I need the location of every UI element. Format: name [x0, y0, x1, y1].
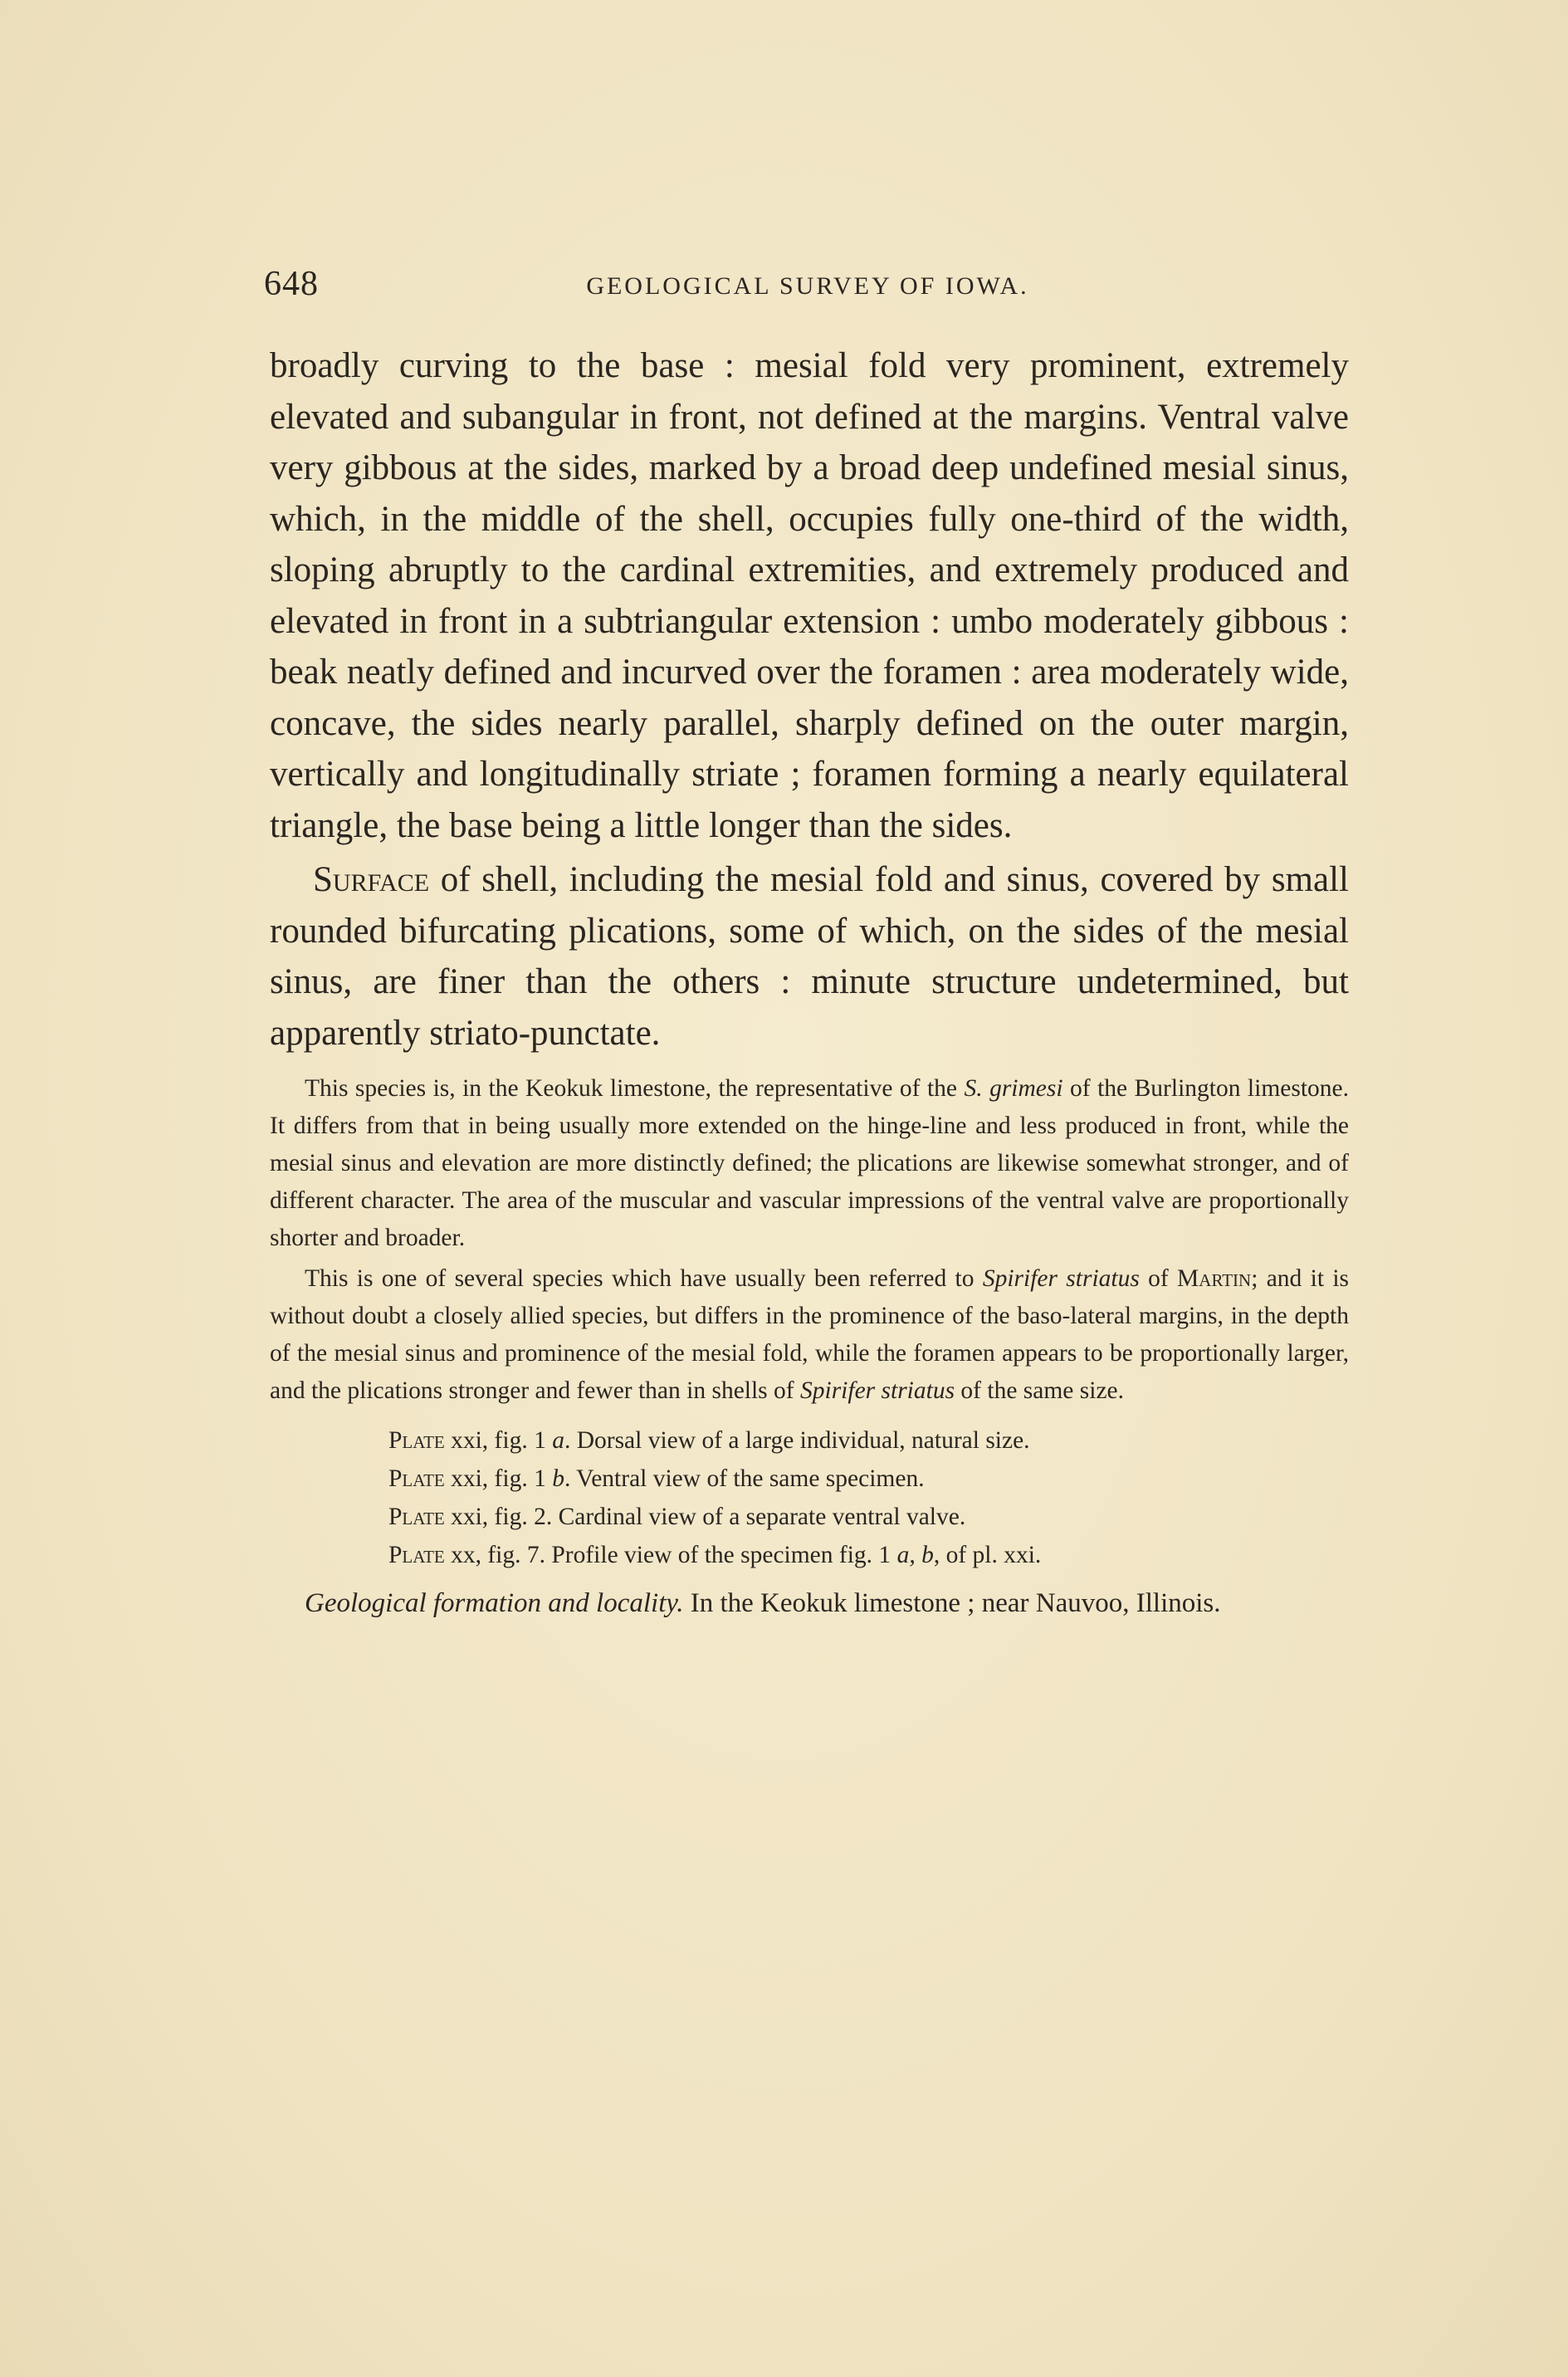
page-number: 648 — [264, 265, 319, 303]
plate-ref: xxi, fig. 1 — [444, 1465, 553, 1492]
species-name: S. grimesi — [964, 1075, 1063, 1102]
plate-reference — [388, 1536, 1349, 1574]
locality-text: In the Keokuk limestone ; near Nauvoo, Illinois. — [683, 1588, 1221, 1618]
remarks-text: of — [1139, 1265, 1178, 1292]
surface-description — [270, 854, 1349, 1059]
plate-label: Plate — [388, 1542, 445, 1568]
locality-label: Geological formation and locality. — [305, 1588, 684, 1618]
remarks-text: of the Burlington limestone. It differs from that in being usually more extended on the hinge-line and less produced in front, while the mesial sinus and elevation are more distinctly defined; the plications are likewise somewhat stronger, and of different character. The area of the muscular and vascular impressions of the ventral valve are proportionally shorter and broader. — [270, 1075, 1350, 1251]
plate-label: Plate — [388, 1504, 445, 1530]
remarks-paragraph-1 — [270, 1070, 1349, 1257]
remarks-paragraph-2 — [270, 1260, 1349, 1410]
figure-letter: a, b — [896, 1542, 934, 1568]
plate-label: Plate — [388, 1465, 445, 1492]
author-name: Martin — [1177, 1265, 1252, 1292]
plate-references — [388, 1421, 1349, 1574]
figure-letter: b — [552, 1465, 564, 1492]
plate-ref: xxi, fig. 2. — [444, 1504, 559, 1530]
body-text — [270, 340, 1349, 1624]
description-continuation: broadly curving to the base : mesial fold very prominent, extremely elevated and subangular in front, not defined at the margins. Ventral valve very gibbous at the sides, marked by a broad deep undefined mesial sinus, which, in the middle of the shell, occupies fully one-third of the width, sloping abruptly to the cardinal extremities, and extremely produced and elevated in front in a subtriangular extension : umbo moderately gibbous : beak neatly defined and incurved over the foramen : area moderately wide, concave, the sides nearly parallel, sharply defined on the outer margin, vertically and longitudinally striate ; foramen forming a nearly equilateral triangle, the base being a little longer than the sides. — [270, 346, 1349, 845]
locality-paragraph — [270, 1582, 1349, 1624]
remarks-text: ; and it is without doubt a closely allied species, but differs in the prominence of the baso-lateral margins, in the depth of the mesial sinus and prominence of the mesial fold, while the foramen appears to be proportionally larger, and the plications stronger and fewer than in shells of — [270, 1265, 1350, 1404]
remarks-text: of the same size. — [955, 1377, 1125, 1404]
plate-caption: . Dorsal view of a large individual, natural size. — [564, 1427, 1030, 1454]
running-title: GEOLOGICAL SURVEY OF IOWA. — [586, 272, 1029, 300]
plate-caption: . Ventral view of the same specimen. — [564, 1465, 925, 1492]
surface-label: Surface — [313, 860, 430, 899]
species-name: Spirifer striatus — [800, 1377, 955, 1404]
plate-label: Plate — [388, 1427, 445, 1454]
page-header — [264, 264, 1351, 314]
remarks-text: This species is, in the Keokuk limestone, the representative of the — [305, 1075, 965, 1102]
plate-ref: xx, fig. 7. Profile view of the specimen fig. 1 — [444, 1542, 897, 1568]
plate-ref: xxi, fig. 1 — [444, 1427, 553, 1454]
plate-reference — [388, 1498, 1349, 1536]
remarks-text: This is one of several species which have usually been referred to — [305, 1265, 983, 1292]
surface-text: of shell, including the mesial fold and sinus, covered by small rounded bifurcating plications, some of which, on the sides of the mesial sinus, are finer than the others : minute structure undetermined, but apparently striato-punctate. — [270, 860, 1349, 1053]
species-name: Spirifer striatus — [982, 1265, 1140, 1292]
figure-letter: a — [552, 1427, 564, 1454]
plate-reference — [388, 1460, 1349, 1498]
plate-reference — [388, 1421, 1349, 1460]
plate-caption: Cardinal view of a separate ventral valve. — [558, 1504, 966, 1530]
plate-caption: , of pl. xxi. — [933, 1542, 1042, 1568]
